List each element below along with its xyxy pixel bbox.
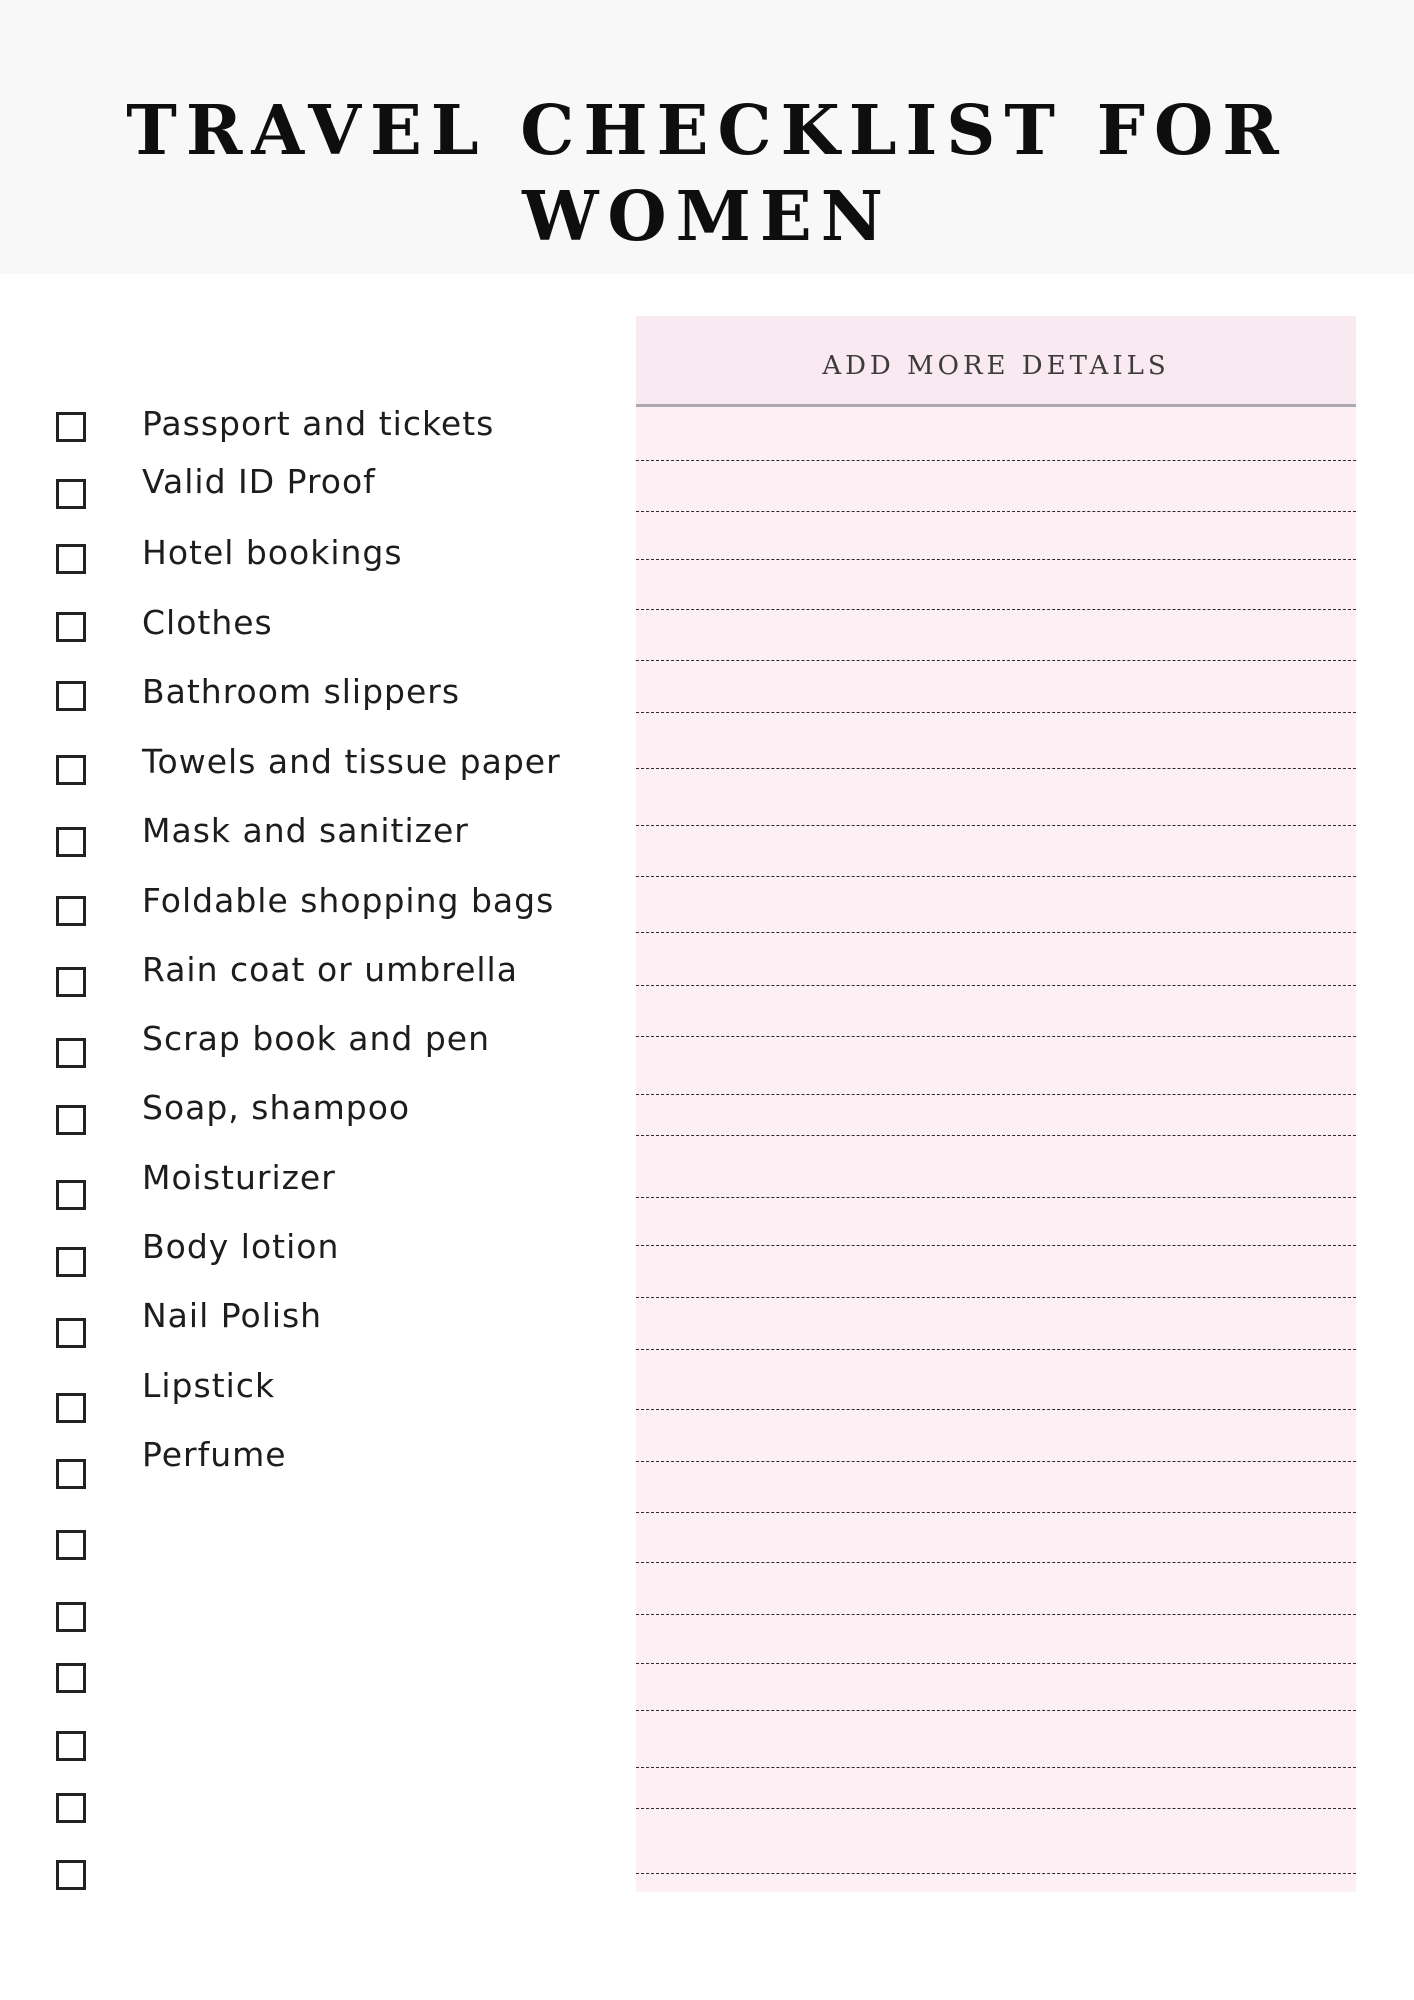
details-line — [636, 1135, 1356, 1136]
details-line — [636, 609, 1356, 610]
details-line — [636, 1409, 1356, 1410]
checkbox[interactable] — [56, 1860, 86, 1890]
details-header-rule — [636, 404, 1356, 407]
checkbox[interactable] — [56, 612, 86, 642]
details-line — [636, 932, 1356, 933]
checklist-item-label: Mask and sanitizer — [142, 811, 469, 850]
checkbox[interactable] — [56, 479, 86, 509]
details-line — [636, 1767, 1356, 1768]
details-line — [636, 511, 1356, 512]
checkbox[interactable] — [56, 755, 86, 785]
checkbox[interactable] — [56, 1105, 86, 1135]
details-panel-title: ADD MORE DETAILS — [822, 351, 1170, 381]
checkbox[interactable] — [56, 1731, 86, 1761]
details-line — [636, 660, 1356, 661]
checkbox[interactable] — [56, 412, 86, 442]
details-panel — [636, 316, 1356, 1892]
page-title: TRAVEL CHECKLIST FOR WOMEN — [126, 91, 1288, 257]
checkbox[interactable] — [56, 1663, 86, 1693]
checklist-item-label: Body lotion — [142, 1227, 340, 1266]
details-line — [636, 460, 1356, 461]
details-line — [636, 1710, 1356, 1711]
checkbox[interactable] — [56, 827, 86, 857]
details-line — [636, 1808, 1356, 1809]
checklist-item-label: Rain coat or umbrella — [142, 950, 518, 989]
details-line — [636, 1197, 1356, 1198]
checklist-item-label: Soap, shampoo — [142, 1088, 411, 1127]
checkbox[interactable] — [56, 1602, 86, 1632]
details-line — [636, 1873, 1356, 1874]
details-line — [636, 1036, 1356, 1037]
details-line — [636, 712, 1356, 713]
checklist-item-label: Lipstick — [142, 1366, 276, 1405]
checklist-item-label: Nail Polish — [142, 1296, 323, 1335]
details-line — [636, 1349, 1356, 1350]
checkbox[interactable] — [56, 1530, 86, 1560]
checkbox[interactable] — [56, 1318, 86, 1348]
details-line — [636, 1512, 1356, 1513]
checklist-item-label: Hotel bookings — [142, 533, 403, 572]
checklist-item-label: Valid ID Proof — [142, 462, 376, 501]
details-line — [636, 1614, 1356, 1615]
details-line — [636, 768, 1356, 769]
checkbox[interactable] — [56, 544, 86, 574]
checklist-item-label: Foldable shopping bags — [142, 881, 555, 920]
checkbox[interactable] — [56, 681, 86, 711]
checkbox[interactable] — [56, 1038, 86, 1068]
details-line — [636, 1245, 1356, 1246]
checkbox[interactable] — [56, 896, 86, 926]
checklist-item-label: Passport and tickets — [142, 404, 495, 443]
details-line — [636, 985, 1356, 986]
checkbox[interactable] — [56, 967, 86, 997]
details-line — [636, 1663, 1356, 1664]
details-line — [636, 1094, 1356, 1095]
checkbox[interactable] — [56, 1180, 86, 1210]
details-line — [636, 876, 1356, 877]
details-line — [636, 1297, 1356, 1298]
checkbox[interactable] — [56, 1393, 86, 1423]
details-line — [636, 1562, 1356, 1563]
checklist-item-label: Perfume — [142, 1435, 287, 1474]
checklist-item-label: Bathroom slippers — [142, 672, 461, 711]
checkbox[interactable] — [56, 1459, 86, 1489]
details-line — [636, 559, 1356, 560]
checkbox[interactable] — [56, 1247, 86, 1277]
details-line — [636, 1461, 1356, 1462]
details-line — [636, 825, 1356, 826]
checklist-item-label: Clothes — [142, 603, 273, 642]
checkbox[interactable] — [56, 1793, 86, 1823]
checklist-item-label: Scrap book and pen — [142, 1019, 490, 1058]
checklist-item-label: Moisturizer — [142, 1158, 336, 1197]
checklist-item-label: Towels and tissue paper — [142, 742, 561, 781]
